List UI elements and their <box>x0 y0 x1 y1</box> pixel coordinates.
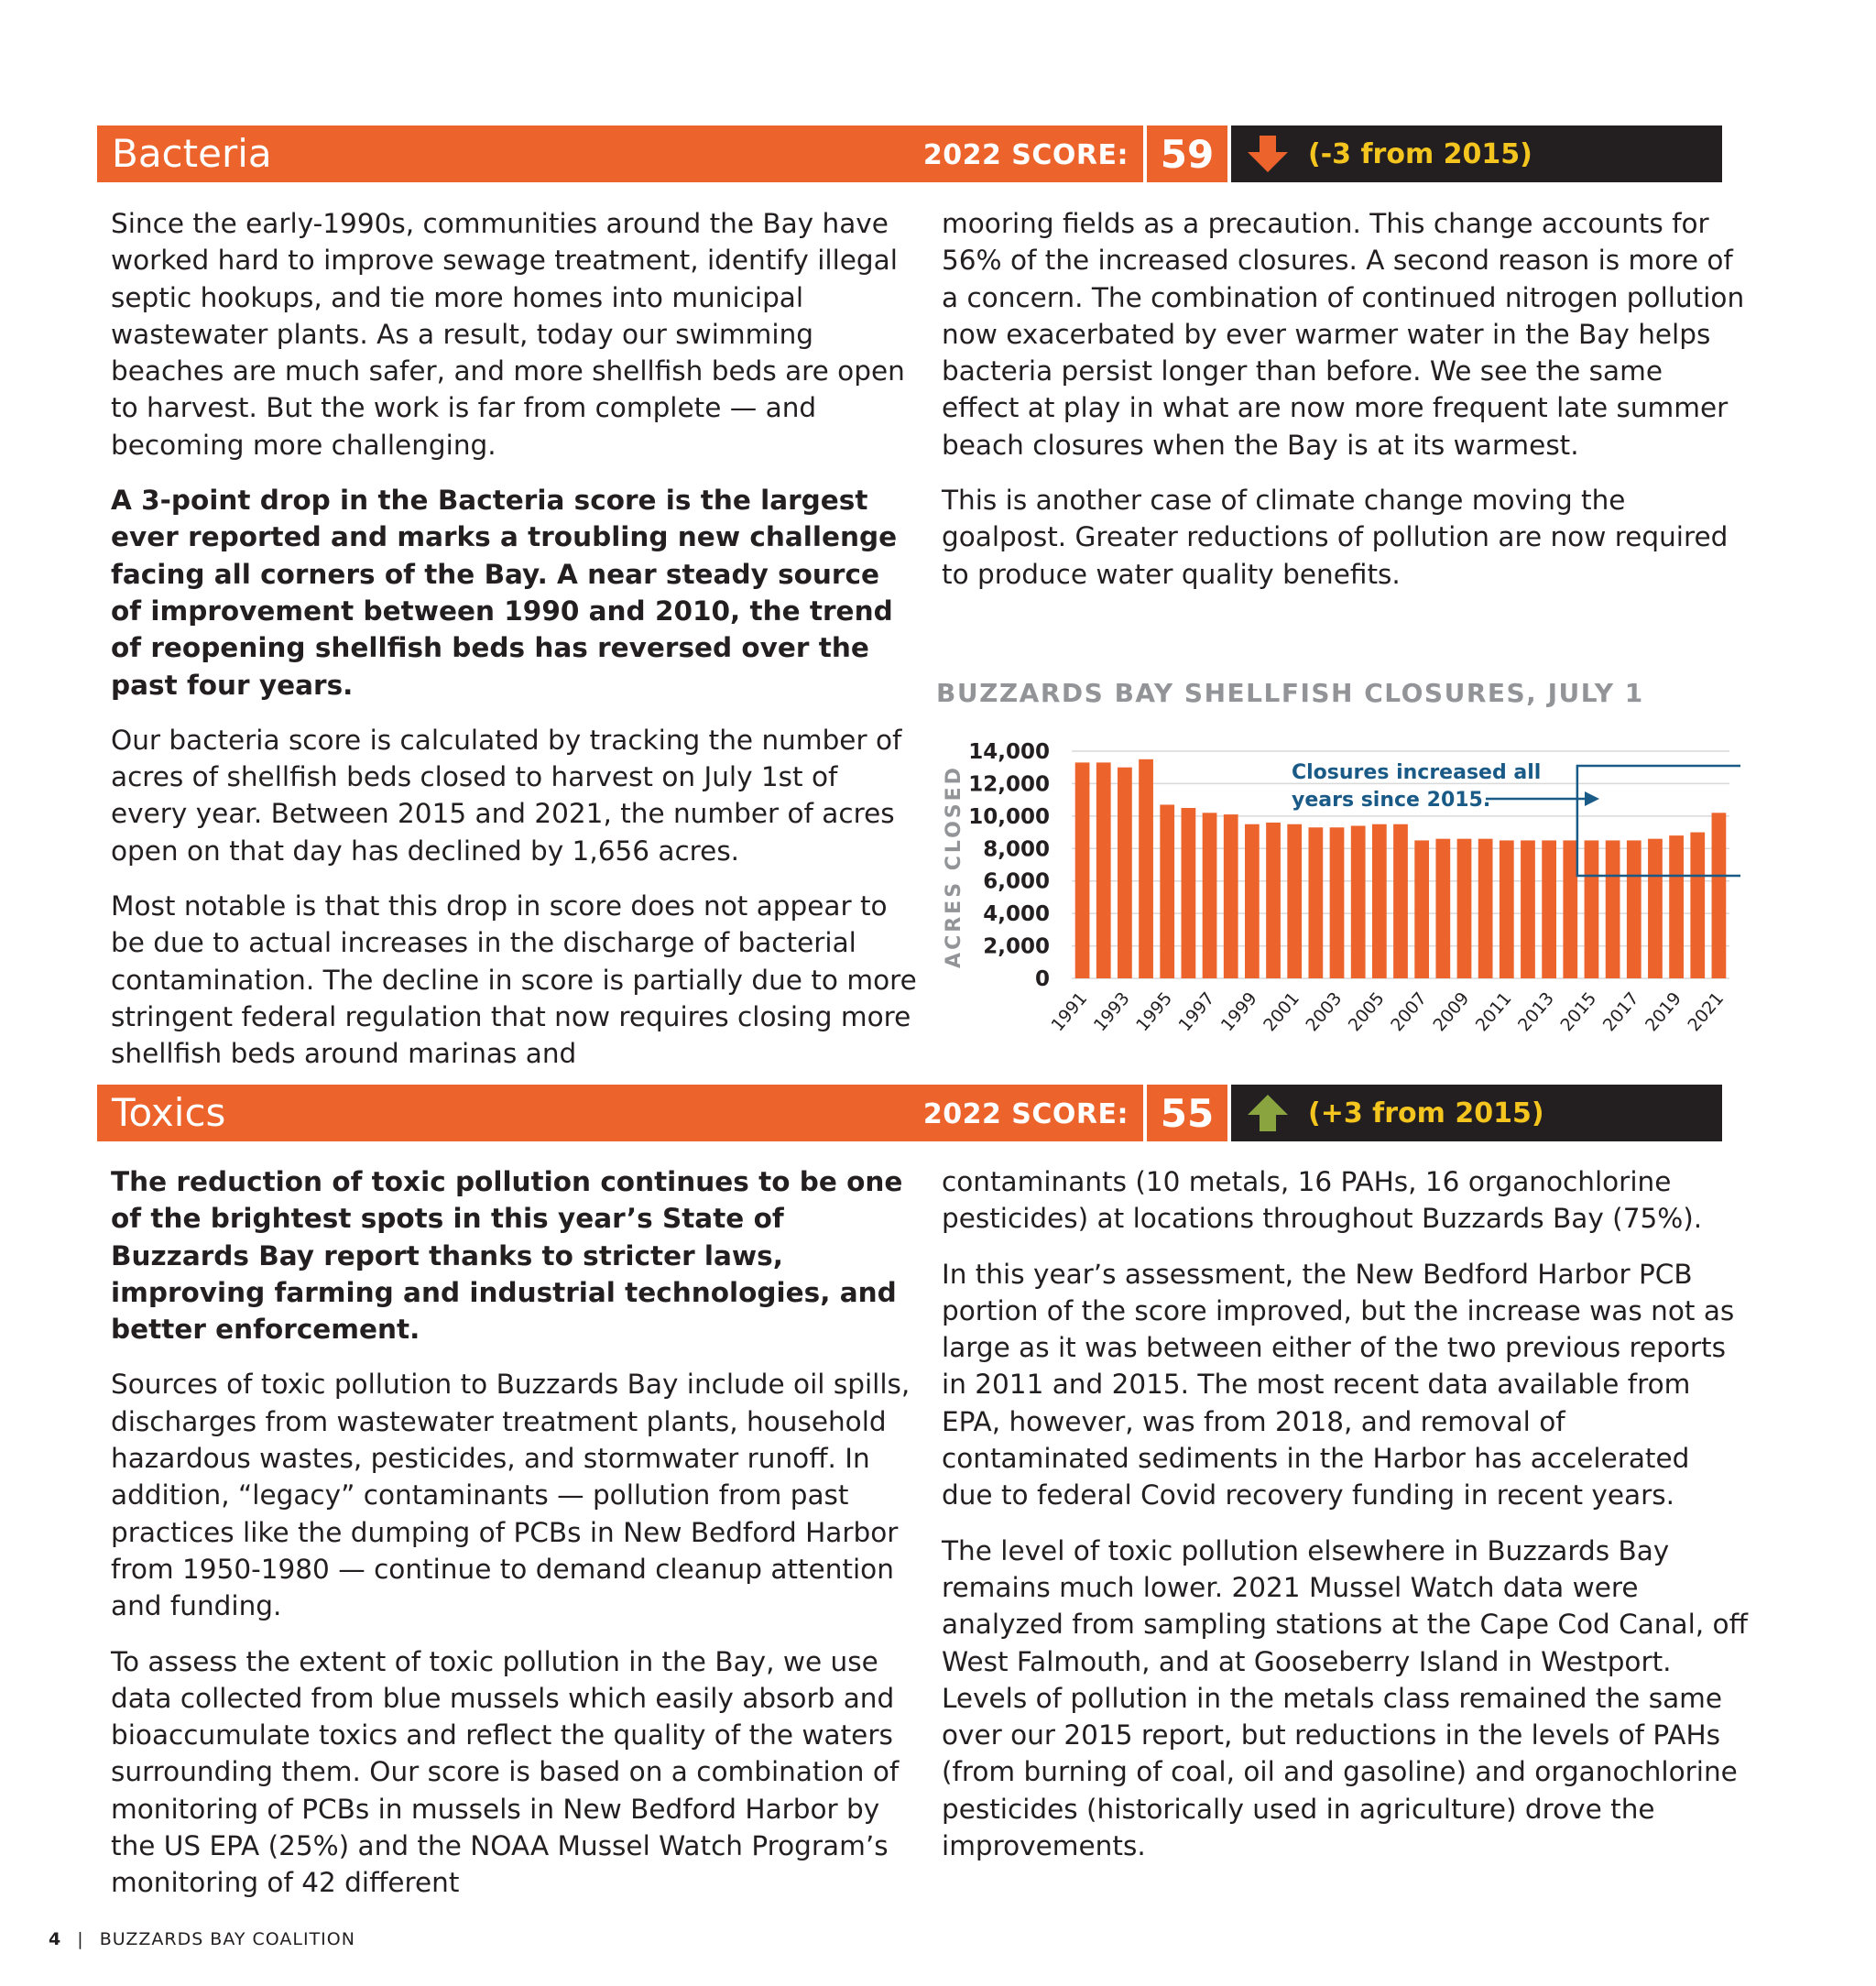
toxics-left-paragraph-1: The reduction of toxic pollution continues to be one of the brightest spots in this year’s State of Buzzards Bay report thanks to stricter laws, improving farming and industrial technologies, and better enforcement. <box>111 1166 903 1346</box>
footer-org: BUZZARDS BAY COALITION <box>99 1929 355 1949</box>
toxics-left-paragraph-3: To assess the extent of toxic pollution in the Bay, we use data collected from blue mussels which easily absorb and bioaccumulate toxics and reflect the quality of the waters surrounding them. Our score is based on a combination of monitoring of PCBs in mussels in New Bedford Harbor by the US EPA (25%) and the NOAA Mussel Watch Program’s monitoring of 42 different <box>111 1645 900 1899</box>
chart-svg <box>934 678 1740 1063</box>
bar-2003 <box>1330 827 1345 978</box>
page-footer <box>49 1929 355 1949</box>
bacteria-banner <box>97 125 1722 182</box>
x-tick-label: 1995 <box>1132 988 1177 1036</box>
x-tick-label: 2019 <box>1641 988 1685 1036</box>
bacteria-left-column <box>111 205 917 1091</box>
shellfish-closures-chart <box>934 678 1740 1063</box>
x-tick-label: 1993 <box>1089 988 1134 1036</box>
x-tick-label: 2007 <box>1387 988 1431 1036</box>
bar-2010 <box>1478 839 1493 978</box>
toxics-title: Toxics <box>112 1090 226 1135</box>
arrow-down-icon <box>1248 136 1288 172</box>
bacteria-score-label: 2022 SCORE: <box>922 139 1129 171</box>
bar-2005 <box>1372 824 1387 978</box>
bacteria-score: 59 <box>1147 125 1227 182</box>
bacteria-change-box <box>1231 125 1722 182</box>
toxics-score-label: 2022 SCORE: <box>922 1098 1129 1130</box>
toxics-left-paragraph-2: Sources of toxic pollution to Buzzards Bay include oil spills, discharges from wastewater treatment plants, household hazardous wastes, pesticides, and stormwater runoff. In addition, “legacy” contaminants — pollution from past practices like the dumping of PCBs in New Bedford Harbor from 1950-1980 — continue to demand cleanup attention and funding. <box>111 1369 911 1622</box>
bar-2002 <box>1308 827 1323 978</box>
toxics-right-paragraph-2: In this year’s assessment, the New Bedford Harbor PCB portion of the score improved, but the increase was not as large as it was between either of the two previous reports in 2011 and 2015. The most recent data available from EPA, however, was from 2018, and removal of contaminated sediments in the Harbor has accelerated due to federal Covid recovery funding in recent years. <box>942 1258 1735 1511</box>
y-tick-label: 2,000 <box>983 934 1050 959</box>
y-tick-label: 6,000 <box>983 869 1050 894</box>
bar-2016 <box>1606 840 1620 978</box>
bar-2013 <box>1542 840 1556 978</box>
x-tick-label: 2015 <box>1556 988 1601 1036</box>
y-tick-label: 8,000 <box>983 837 1050 862</box>
y-tick-label: 12,000 <box>968 772 1050 797</box>
bar-1994 <box>1139 759 1153 978</box>
bar-2004 <box>1351 825 1366 978</box>
bar-2011 <box>1500 840 1514 978</box>
bacteria-left-paragraph-3: Our bacteria score is calculated by tracking the number of acres of shellfish beds closed to harvest on July 1st of every year. Between 2015 and 2021, the number of acres open on that day has declined by 1,656 acres. <box>111 724 902 867</box>
toxics-title-box <box>97 1085 1143 1141</box>
toxics-score: 55 <box>1147 1085 1227 1141</box>
bacteria-left-paragraph-4: Most notable is that this drop in score does not appear to be due to actual increases in the discharge of bacterial contamination. The decline in score is partially due to more stringent federal regulation that now requires closing more shellfish beds around marinas and <box>111 890 917 1070</box>
chart-title: BUZZARDS BAY SHELLFISH CLOSURES, JULY 1 <box>936 678 1644 708</box>
bar-1998 <box>1224 814 1238 978</box>
arrow-up-icon <box>1248 1095 1288 1131</box>
bar-1999 <box>1245 824 1260 978</box>
toxics-right-paragraph-1: contaminants (10 metals, 16 PAHs, 16 organochlorine pesticides) at locations throughout Buzzards Bay (75%). <box>942 1166 1703 1235</box>
bar-2000 <box>1266 823 1281 978</box>
x-tick-label: 2011 <box>1471 988 1516 1036</box>
x-tick-label: 2001 <box>1260 988 1304 1036</box>
bacteria-right-column <box>942 205 1748 611</box>
bacteria-left-paragraph-2: A 3-point drop in the Bacteria score is the largest ever reported and marks a troubling new challenge facing all corners of the Bay. A near steady source of improvement between 1990 and 2010, the trend of reopening shellfish beds has reversed over the past four years. <box>111 485 898 701</box>
y-tick-label: 0 <box>1034 967 1050 991</box>
x-tick-label: 1999 <box>1216 988 1261 1036</box>
bacteria-right-paragraph-2: This is another case of climate change moving the goalpost. Greater reductions of pollution are now required to produce water quality benefits. <box>942 485 1729 590</box>
x-tick-label: 1991 <box>1047 988 1092 1036</box>
bar-2012 <box>1521 840 1535 978</box>
x-tick-label: 2021 <box>1684 988 1729 1036</box>
annotation-line-2: years since 2015. <box>1292 789 1491 812</box>
y-tick-label: 10,000 <box>968 804 1050 829</box>
annotation-line-1: Closures increased all <box>1292 761 1542 784</box>
toxics-change-box <box>1231 1085 1722 1141</box>
bacteria-left-paragraph-1: Since the early-1990s, communities around the Bay have worked hard to improve sewage treatment, identify illegal septic hookups, and tie more homes into municipal wastewater plants. As a result, today our swimming beaches are much safer, and more shellfish beds are open to harvest. But the work is far from complete — and becoming more challenging. <box>111 208 905 461</box>
bar-1992 <box>1096 762 1111 978</box>
toxics-right-paragraph-3: The level of toxic pollution elsewhere in Buzzards Bay remains much lower. 2021 Mussel Watch data were analyzed from sampling stations at the Cape Cod Canal, off West Falmouth, and at Gooseberry Island in Westport. Levels of pollution in the metals class remained the same over our 2015 report, but reductions in the levels of PAHs (from burning of coal, oil and gasoline) and organochlorine pesticides (historically used in agriculture) drove the improvements. <box>942 1534 1748 1862</box>
toxics-banner <box>97 1085 1722 1141</box>
bar-2018 <box>1648 839 1663 978</box>
x-tick-label: 1997 <box>1174 988 1219 1036</box>
x-tick-label: 2009 <box>1429 988 1474 1036</box>
bar-1997 <box>1203 813 1217 978</box>
bar-1996 <box>1182 808 1196 978</box>
toxics-left-column <box>111 1163 917 1920</box>
bar-1991 <box>1075 762 1090 978</box>
y-axis-label: ACRES CLOSED <box>943 765 965 968</box>
bar-2009 <box>1457 839 1472 978</box>
bacteria-title: Bacteria <box>112 131 272 176</box>
toxics-right-column <box>942 1163 1748 1882</box>
annotation-arrow-head <box>1585 791 1599 806</box>
y-tick-label: 4,000 <box>983 902 1050 927</box>
page-number: 4 <box>49 1929 62 1949</box>
bar-2008 <box>1435 839 1450 978</box>
x-tick-label: 2003 <box>1302 988 1347 1036</box>
toxics-change: (+3 from 2015) <box>1308 1097 1544 1129</box>
bar-1995 <box>1160 804 1174 978</box>
bar-2014 <box>1563 840 1577 978</box>
bar-2017 <box>1627 840 1642 978</box>
x-tick-label: 2013 <box>1514 988 1558 1036</box>
bacteria-right-paragraph-1: mooring fields as a precaution. This change accounts for 56% of the increased closures. A second reason is more of a concern. The combination of continued nitrogen pollution now exacerbated by ever warmer water in the Bay helps bacteria persist longer than before. We see the same effect at play in what are now more frequent late summer beach closures when the Bay is at its warmest. <box>942 208 1745 461</box>
footer-separator: | <box>77 1929 84 1949</box>
bar-2006 <box>1393 824 1408 978</box>
x-tick-label: 2017 <box>1598 988 1643 1036</box>
bacteria-change: (-3 from 2015) <box>1308 137 1532 170</box>
bacteria-title-box <box>97 125 1143 182</box>
bar-2007 <box>1414 840 1429 978</box>
bar-1993 <box>1118 768 1132 978</box>
bar-2015 <box>1585 840 1599 978</box>
bar-2021 <box>1712 813 1727 978</box>
bar-2020 <box>1690 833 1705 978</box>
bar-2001 <box>1287 824 1302 978</box>
bar-2019 <box>1669 835 1684 978</box>
x-tick-label: 2005 <box>1344 988 1389 1036</box>
y-tick-label: 14,000 <box>968 740 1050 764</box>
